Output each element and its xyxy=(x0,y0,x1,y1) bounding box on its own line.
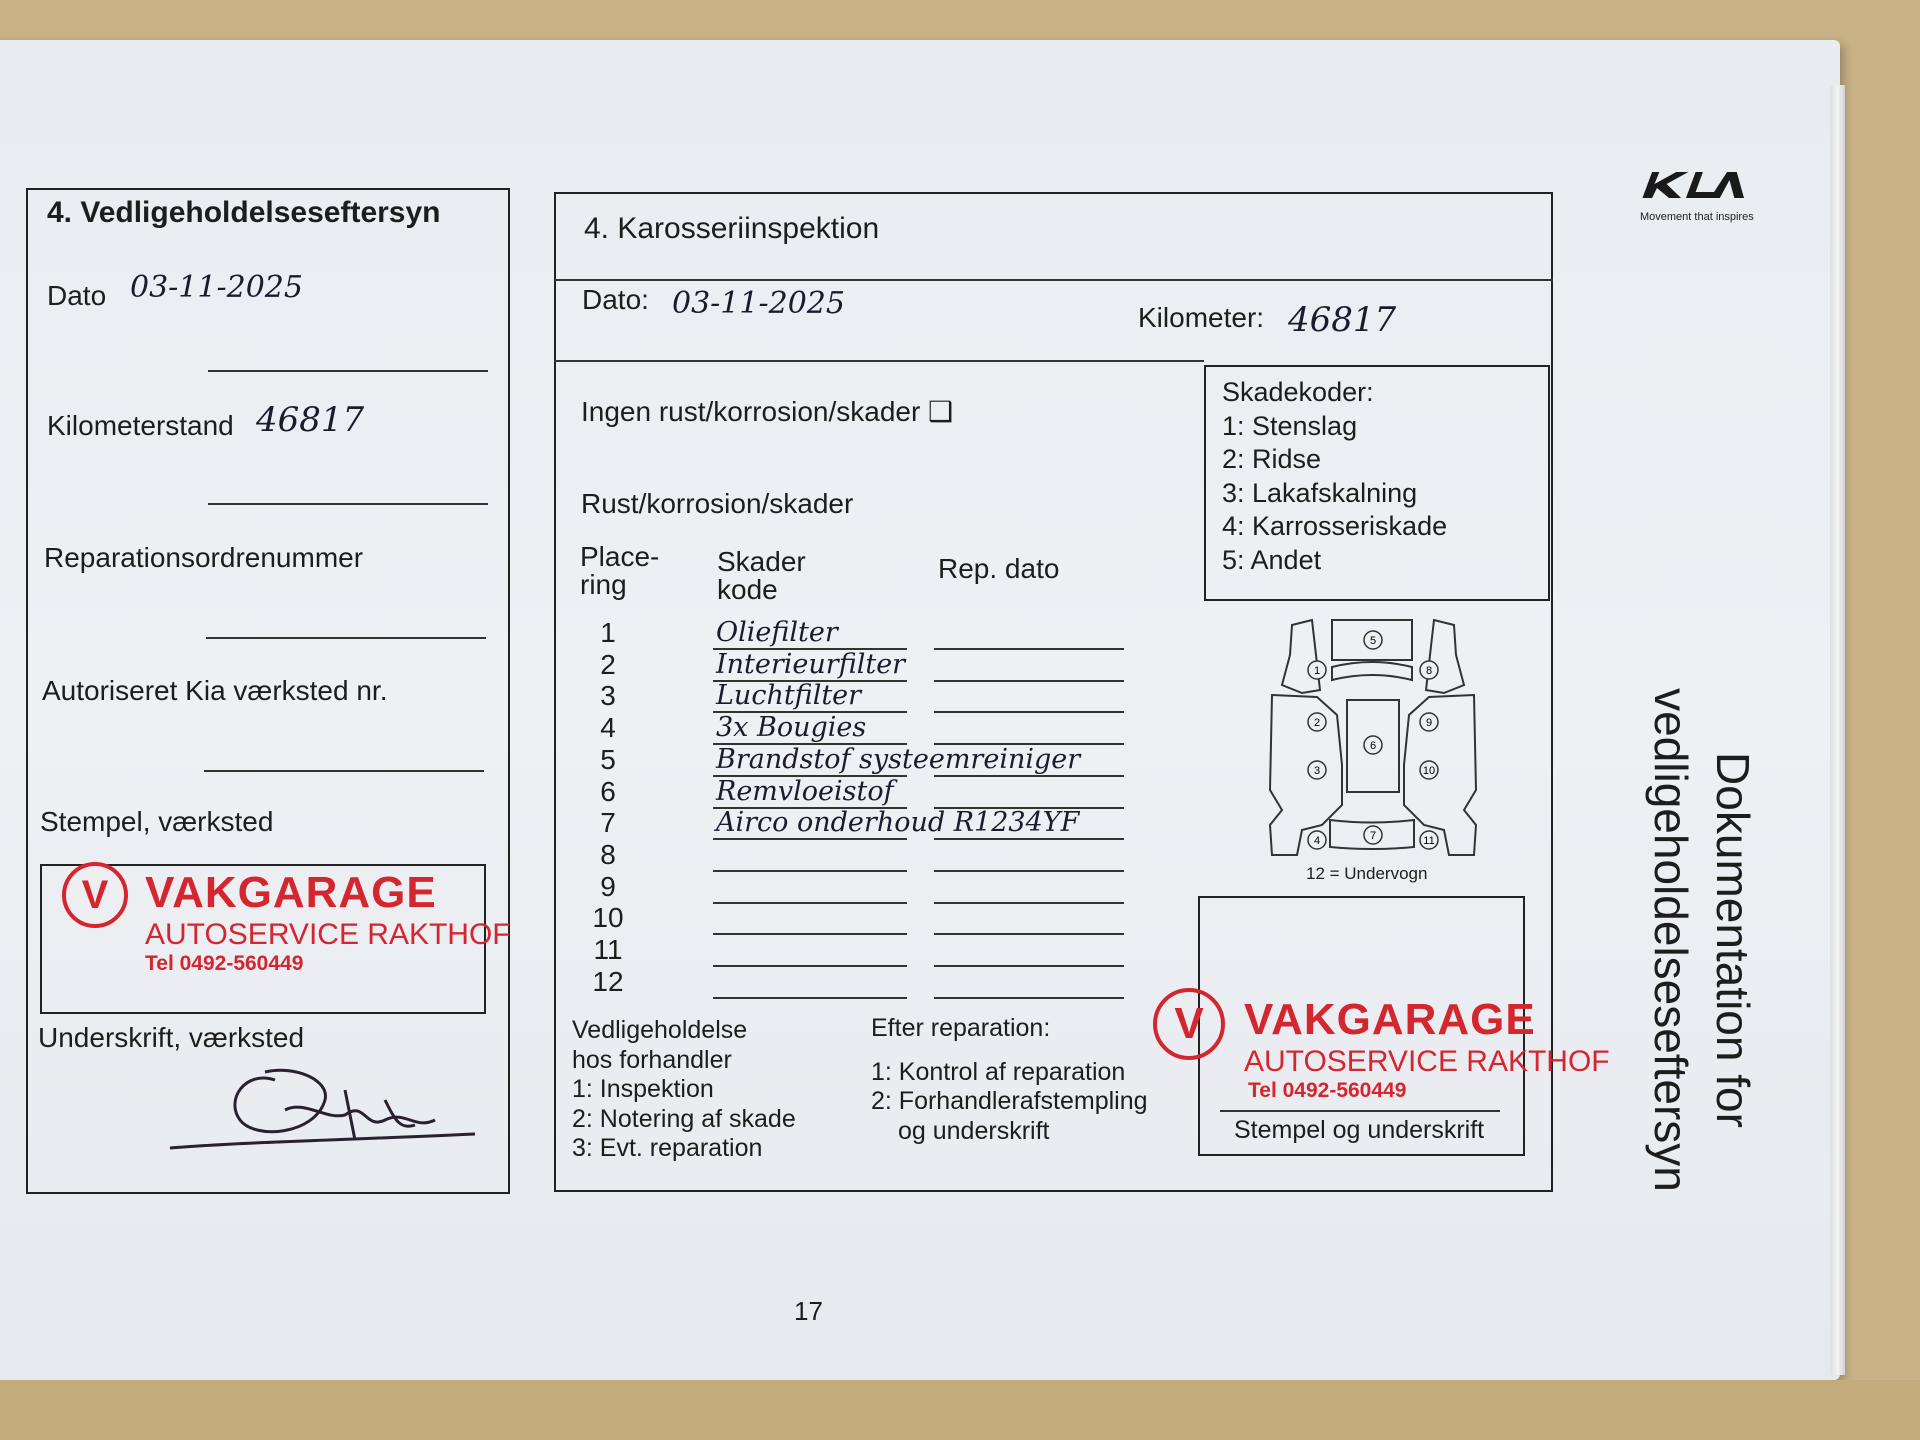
diagram-caption: 12 = Undervogn xyxy=(1306,864,1428,883)
workshop-stamp xyxy=(145,868,511,976)
damage-code-line xyxy=(713,902,907,904)
diagram-zone-label: 6 xyxy=(1369,740,1377,752)
stamp-tel: Tel 0492-560449 xyxy=(1248,1079,1407,1102)
km-line xyxy=(208,503,488,505)
stamp-sub: AUTOSERVICE RAKTHOF xyxy=(145,918,511,951)
col-placering: Place- ring xyxy=(580,541,660,600)
row-number: 1 xyxy=(600,617,616,648)
damage-code-line xyxy=(713,933,907,935)
no-rust-checkbox[interactable]: Ingen rust/korrosion/skader ❑ xyxy=(581,396,954,427)
repair-date-line xyxy=(934,902,1124,904)
row-number: 6 xyxy=(600,775,616,807)
km-label: Kilometerstand xyxy=(47,410,234,441)
diagram-zone-label: 4 xyxy=(1313,835,1321,847)
date-value: 03-11-2025 xyxy=(130,270,303,305)
repair-order-line xyxy=(206,637,486,639)
damage-code-line xyxy=(713,965,907,967)
diagram-zone-label: 9 xyxy=(1425,717,1433,729)
page-number: 17 xyxy=(794,1296,823,1326)
car-body-diagram xyxy=(1262,615,1484,865)
workshop-label: Autoriseret Kia værksted nr. xyxy=(42,675,388,706)
title-divider xyxy=(554,279,1553,281)
diagram-zone-label: 5 xyxy=(1369,635,1377,647)
damage-code: 5: Andet xyxy=(1222,544,1322,575)
damage-code-entry: Brandstof systeemreiniger xyxy=(716,743,1081,775)
diagram-zone-label: 7 xyxy=(1369,830,1377,842)
repair-order-label: Reparationsordrenummer xyxy=(44,542,364,573)
row-number: 3 xyxy=(600,680,616,712)
col-rep-dato: Rep. dato xyxy=(938,553,1060,584)
damage-code-entry: Remvloeistof xyxy=(716,775,894,807)
damage-code-entry: Oliefilter xyxy=(716,617,838,648)
table-surface xyxy=(0,1380,1920,1440)
repair-date-line xyxy=(934,775,1124,777)
row-number: 7 xyxy=(600,807,616,839)
inspection-date-value: 03-11-2025 xyxy=(672,286,845,321)
inspection-date-label: Dato: xyxy=(582,284,649,315)
rust-label: Rust/korrosion/skader xyxy=(581,488,854,519)
date-line xyxy=(208,370,488,372)
signature-line xyxy=(1220,1110,1500,1112)
damage-code: 4: Karrosseriskade xyxy=(1222,511,1448,541)
stamp-tel: Tel 0492-560449 xyxy=(145,952,304,975)
damage-codes-title: Skadekoder: xyxy=(1222,377,1374,407)
row-number: 4 xyxy=(600,712,616,744)
damage-code-line xyxy=(713,838,907,840)
row-number: 5 xyxy=(600,743,616,775)
workshop-line xyxy=(204,770,484,772)
side-title-line2: vedligeholdelseseftersyn xyxy=(1645,688,1697,1192)
repair-date-line xyxy=(934,933,1124,935)
date-divider xyxy=(554,360,1204,362)
date-label: Dato xyxy=(47,280,107,311)
damage-code: 1: Stenslag xyxy=(1222,410,1358,441)
maintenance-title: 4. Vedligeholdelseseftersyn xyxy=(47,196,441,229)
damage-code-line xyxy=(713,870,907,872)
stamp-sub: AUTOSERVICE RAKTHOF xyxy=(1244,1045,1610,1078)
damage-code-entry: 3x Bougies xyxy=(716,712,867,744)
vakgarage-logo-right: V xyxy=(1153,988,1225,1060)
diagram-zone-label: 2 xyxy=(1313,717,1321,729)
repair-date-line xyxy=(934,648,1124,650)
diagram-zone-label: 11 xyxy=(1423,835,1435,847)
diagram-zone-label: 8 xyxy=(1425,665,1433,677)
after-repair-legend: Efter reparation: 1: Kontrol af reparation 2: Forhandlerafstempling og underskrift xyxy=(871,1014,1148,1145)
diagram-zone-label: 3 xyxy=(1313,765,1321,777)
row-number: 10 xyxy=(592,902,624,934)
stamp-name: VAKGARAGE xyxy=(145,868,437,917)
km-value: 46817 xyxy=(256,400,365,440)
damage-code: 2: Ridse xyxy=(1222,444,1322,474)
stamp-signature-label: Stempel og underskrift xyxy=(1234,1116,1485,1144)
col-skader: Skader kode xyxy=(717,546,806,605)
damage-code-entry: Interieurfilter xyxy=(716,648,906,680)
damage-code-entry: Luchtfilter xyxy=(716,680,862,712)
side-title xyxy=(1640,688,1764,1192)
repair-date-line xyxy=(934,680,1124,682)
repair-date-line xyxy=(934,711,1124,713)
maintenance-legend: Vedligeholdelse hos forhandler 1: Inspektion 2: Notering af skade 3: Evt. reparation xyxy=(572,1016,796,1162)
inspection-title: 4. Karosseriinspektion xyxy=(584,212,880,245)
damage-code: 3: Lakafskalning xyxy=(1222,477,1418,508)
dealer-stamp xyxy=(1244,995,1610,1103)
vakgarage-logo: V xyxy=(62,862,128,928)
kia-tagline: Movement that inspires xyxy=(1640,211,1754,223)
row-number: 9 xyxy=(600,870,616,902)
row-number: 8 xyxy=(600,838,616,870)
row-number: 12 xyxy=(592,965,624,997)
diagram-zone-label: 10 xyxy=(1422,765,1436,777)
repair-date-line xyxy=(934,997,1124,999)
side-title-line1: Dokumentation for xyxy=(1707,752,1759,1128)
stamp-label: Stempel, værksted xyxy=(40,806,274,837)
diagram-zone-label: 1 xyxy=(1313,665,1321,677)
damage-codes xyxy=(1222,376,1447,577)
damage-code-entry: Airco onderhoud R1234YF xyxy=(716,807,1080,839)
row-number: 11 xyxy=(593,934,623,965)
signature-label: Underskrift, værksted xyxy=(38,1022,305,1053)
page-edge xyxy=(1830,85,1845,1375)
inspection-km-label: Kilometer: xyxy=(1138,302,1265,333)
inspection-km-value: 46817 xyxy=(1288,300,1397,340)
damage-code-line xyxy=(713,997,907,999)
repair-date-line xyxy=(934,965,1124,967)
repair-date-line xyxy=(934,870,1124,872)
row-number: 2 xyxy=(600,648,616,680)
repair-date-line xyxy=(934,838,1124,840)
signature xyxy=(165,1060,485,1160)
stamp-name: VAKGARAGE xyxy=(1244,995,1536,1044)
kia-logo xyxy=(1640,168,1744,207)
